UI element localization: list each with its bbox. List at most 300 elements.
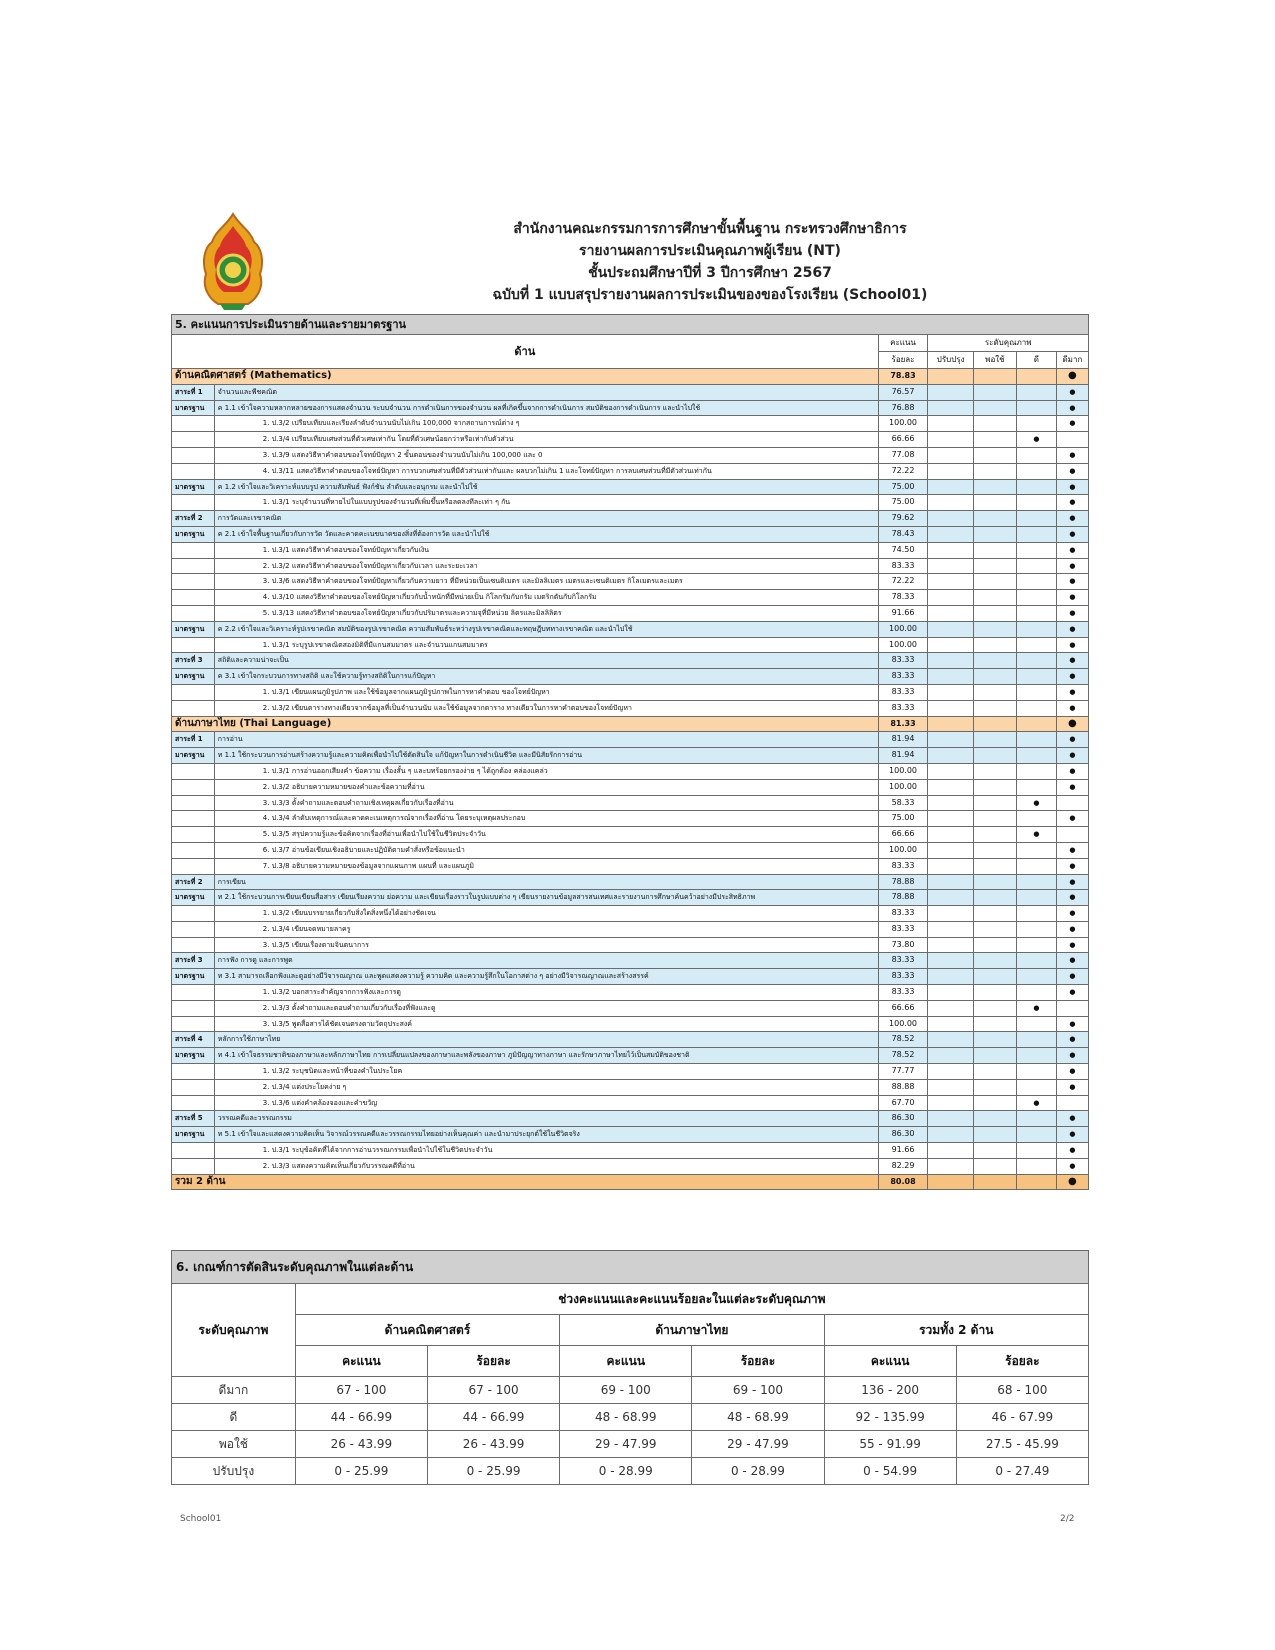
row-score: 73.80	[878, 937, 928, 953]
level-marker-dot: ●	[1056, 574, 1088, 590]
level-marker-dot: ●	[1056, 684, 1088, 700]
level-marker-dot: ●	[1056, 748, 1088, 764]
level-marker-dot: ●	[1056, 495, 1088, 511]
col-aspect-header: ด้าน	[172, 335, 879, 369]
col-quality-level-header: ระดับคุณภาพ	[172, 1284, 296, 1377]
level-cell	[928, 1000, 973, 1016]
row-score: 76.57	[878, 384, 928, 400]
level-marker-dot: ●	[1056, 985, 1088, 1001]
row-score: 78.88	[878, 874, 928, 890]
row-kind	[172, 1143, 215, 1159]
level-cell	[928, 1158, 973, 1174]
level-marker-dot: ●	[1056, 1111, 1088, 1127]
level-cell	[973, 621, 1016, 637]
level-cell	[928, 1143, 973, 1159]
standard-row	[172, 621, 1089, 637]
level-marker-dot: ●	[1056, 1079, 1088, 1095]
standard-row	[172, 890, 1089, 906]
row-name: การเขียน	[214, 874, 878, 890]
row-score: 78.52	[878, 1032, 928, 1048]
row-name: 3. ป.3/9 แสดงวิธีหาคำตอบของโจทย์ปัญหา 2 ขั้นตอนของจำนวนนับไม่เกิน 100,000 และ 0	[214, 447, 878, 463]
row-score: 81.33	[878, 716, 928, 732]
level-marker-dot: ●	[1056, 969, 1088, 985]
row-score: 77.77	[878, 1064, 928, 1080]
level-cell	[928, 1032, 973, 1048]
row-kind	[172, 637, 215, 653]
row-score: 100.00	[878, 416, 928, 432]
domain-row	[172, 716, 1089, 732]
row-name: 3. ป.3/5 เขียนเรื่องตามจินตนาการ	[214, 937, 878, 953]
criteria-range: 44 - 66.99	[427, 1404, 559, 1431]
criteria-range: 26 - 43.99	[427, 1431, 559, 1458]
header-line-2: รายงานผลการประเมินคุณภาพผู้เรียน (NT)	[579, 243, 841, 259]
level-cell	[973, 542, 1016, 558]
level-cell	[973, 969, 1016, 985]
row-name: หลักการใช้ภาษาไทย	[214, 1032, 878, 1048]
level-cell	[928, 748, 973, 764]
indicator-row	[172, 795, 1089, 811]
level-cell	[1016, 526, 1056, 542]
level-cell	[1016, 605, 1056, 621]
indicator-row	[172, 637, 1089, 653]
strand-row	[172, 1032, 1089, 1048]
level-cell	[928, 732, 973, 748]
level-marker-dot: ●	[1056, 716, 1088, 732]
row-score: 81.94	[878, 732, 928, 748]
row-score: 74.50	[878, 542, 928, 558]
level-cell	[973, 1143, 1016, 1159]
row-score: 83.33	[878, 653, 928, 669]
level-marker-dot: ●	[1056, 921, 1088, 937]
subcol-header: คะแนน	[560, 1346, 692, 1377]
standard-row	[172, 1048, 1089, 1064]
level-cell	[1016, 874, 1056, 890]
level-cell	[1016, 748, 1056, 764]
row-score: 76.88	[878, 400, 928, 416]
level-cell	[928, 384, 973, 400]
level-marker-dot: ●	[1056, 953, 1088, 969]
row-score: 66.66	[878, 432, 928, 448]
indicator-row	[172, 1064, 1089, 1080]
row-score: 66.66	[878, 1000, 928, 1016]
row-name: 1. ป.3/1 ระบุรูปเรขาคณิตสองมิติที่มีแกนสมมาตร และจำนวนแกนสมมาตร	[214, 637, 878, 653]
row-name: ค 2.1 เข้าใจพื้นฐานเกี่ยวกับการวัด วัดและคาดคะเนขนาดของสิ่งที่ต้องการวัด และนำไปใช้	[214, 526, 878, 542]
row-score: 100.00	[878, 842, 928, 858]
row-kind: สาระที่ 1	[172, 384, 215, 400]
indicator-row	[172, 1158, 1089, 1174]
level-cell	[928, 637, 973, 653]
level-cell	[928, 1048, 973, 1064]
level-cell	[973, 921, 1016, 937]
level-cell	[928, 416, 973, 432]
row-kind	[172, 684, 215, 700]
level-cell	[1016, 558, 1056, 574]
level-cell	[1016, 621, 1056, 637]
level-marker-dot: ●	[1056, 637, 1088, 653]
row-name: ท 1.1 ใช้กระบวนการอ่านสร้างความรู้และความคิดเพื่อนำไปใช้ตัดสินใจ แก้ปัญหาในการดำเนินชีวิต และมีนิสัยรักการอ่าน	[214, 748, 878, 764]
strand-row	[172, 874, 1089, 890]
criteria-row	[172, 1404, 1089, 1431]
standard-row	[172, 526, 1089, 542]
level-cell	[973, 463, 1016, 479]
row-name: 4. ป.3/10 แสดงวิธีหาคำตอบของโจทย์ปัญหาเกี่ยวกับน้ำหนักที่มีหน่วยเป็น กิโลกรัมกับกรัม เมตริกตันกับกิโลกรัม	[214, 590, 878, 606]
level-cell	[1016, 811, 1056, 827]
level-cell	[973, 432, 1016, 448]
header-line-1: สำนักงานคณะกรรมการการศึกษาขั้นพื้นฐาน กระทรวงศึกษาธิการ	[513, 221, 907, 237]
level-cell	[973, 827, 1016, 843]
level-cell	[973, 842, 1016, 858]
subcol-header: ร้อยละ	[427, 1346, 559, 1377]
row-kind	[172, 858, 215, 874]
row-name: 1. ป.3/1 ระบุจำนวนที่หายไปในแบบรูปของจำนวนที่เพิ่มขึ้นหรือลดลงทีละเท่า ๆ กัน	[214, 495, 878, 511]
indicator-row	[172, 858, 1089, 874]
level-cell	[928, 1079, 973, 1095]
row-kind	[172, 416, 215, 432]
level-cell	[928, 858, 973, 874]
level-cell	[973, 1016, 1016, 1032]
level-cell	[973, 1174, 1016, 1190]
row-name: ด้านคณิตศาสตร์ (Mathematics)	[172, 369, 879, 385]
indicator-row	[172, 463, 1089, 479]
row-score: 83.33	[878, 953, 928, 969]
level-cell	[1016, 416, 1056, 432]
level-cell	[973, 874, 1016, 890]
level-cell	[1056, 1000, 1088, 1016]
row-score: 78.88	[878, 890, 928, 906]
strand-row	[172, 1111, 1089, 1127]
row-name: 6. ป.3/7 อ่านข้อเขียนเชิงอธิบายและปฏิบัติตามคำสั่งหรือข้อแนะนำ	[214, 842, 878, 858]
level-cell	[973, 906, 1016, 922]
level-cell	[973, 811, 1016, 827]
criteria-range: 0 - 27.49	[956, 1458, 1088, 1485]
level-cell	[973, 748, 1016, 764]
group-header-math: ด้านคณิตศาสตร์	[295, 1315, 559, 1346]
level-cell	[928, 495, 973, 511]
indicator-row	[172, 1143, 1089, 1159]
indicator-row	[172, 763, 1089, 779]
level-cell	[928, 605, 973, 621]
row-name: ท 3.1 สามารถเลือกฟังและดูอย่างมีวิจารณญาณ และพูดแสดงความรู้ ความคิด และความรู้สึกในโอกาสต่าง ๆ อย่างมีวิจารณญาณและสร้างสรรค์	[214, 969, 878, 985]
row-score: 75.00	[878, 495, 928, 511]
row-name: 2. ป.3/4 แต่งประโยคง่าย ๆ	[214, 1079, 878, 1095]
level-marker-dot: ●	[1056, 1016, 1088, 1032]
row-kind	[172, 1000, 215, 1016]
level-cell	[973, 653, 1016, 669]
level-cell	[973, 858, 1016, 874]
row-name: ค 1.1 เข้าใจความหลากหลายของการแสดงจำนวน ระบบจำนวน การดำเนินการของจำนวน ผลที่เกิดขึ้นจากการดำเนินการ สมบัติของการดำเนินการ และนำไปใช้	[214, 400, 878, 416]
row-name: สถิติและความน่าจะเป็น	[214, 653, 878, 669]
row-name: 2. ป.3/2 เขียนตารางทางเดียวจากข้อมูลที่เป็นจำนวนนับ และใช้ข้อมูลจากตาราง ทางเดียวในการหาคำตอบของโจทย์ปัญหา	[214, 700, 878, 716]
level-cell	[1016, 985, 1056, 1001]
level-cell	[973, 1048, 1016, 1064]
level-marker-dot: ●	[1016, 1000, 1056, 1016]
criteria-range: 0 - 25.99	[295, 1458, 427, 1485]
level-marker-dot: ●	[1056, 1064, 1088, 1080]
level-cell	[973, 795, 1016, 811]
criteria-range: 0 - 25.99	[427, 1458, 559, 1485]
row-score: 100.00	[878, 1016, 928, 1032]
row-name: ด้านภาษาไทย (Thai Language)	[172, 716, 879, 732]
row-score: 67.70	[878, 1095, 928, 1111]
level-marker-dot: ●	[1056, 1143, 1088, 1159]
col-level-group-header: ระดับคุณภาพ	[928, 335, 1089, 352]
row-score: 83.33	[878, 558, 928, 574]
row-name: 1. ป.3/1 ระบุข้อคิดที่ได้จากการอ่านวรรณกรรมเพื่อนำไปใช้ในชีวิตประจำวัน	[214, 1143, 878, 1159]
level-cell	[928, 985, 973, 1001]
row-score: 82.29	[878, 1158, 928, 1174]
indicator-row	[172, 811, 1089, 827]
row-score: 83.33	[878, 969, 928, 985]
level-cell	[928, 763, 973, 779]
criteria-range: 0 - 28.99	[692, 1458, 824, 1485]
row-name: 1. ป.3/1 แสดงวิธีหาคำตอบของโจทย์ปัญหาเกี่ยวกับเงิน	[214, 542, 878, 558]
level-cell	[1016, 590, 1056, 606]
level-cell	[1016, 574, 1056, 590]
level-cell	[928, 906, 973, 922]
criteria-range: 0 - 28.99	[560, 1458, 692, 1485]
row-score: 91.66	[878, 605, 928, 621]
level-cell	[928, 1016, 973, 1032]
group-header-thai: ด้านภาษาไทย	[560, 1315, 824, 1346]
level-cell	[1016, 1127, 1056, 1143]
standard-row	[172, 969, 1089, 985]
row-score: 72.22	[878, 463, 928, 479]
subcol-header: คะแนน	[824, 1346, 956, 1377]
level-marker-dot: ●	[1056, 384, 1088, 400]
level-cell	[928, 479, 973, 495]
row-kind: มาตรฐาน	[172, 1127, 215, 1143]
level-cell	[973, 495, 1016, 511]
level-cell	[928, 700, 973, 716]
col-level-fair: พอใช้	[973, 352, 1016, 369]
level-cell	[1016, 637, 1056, 653]
level-cell	[928, 842, 973, 858]
level-cell	[928, 795, 973, 811]
row-name: 2. ป.3/4 เขียนจดหมายลาครู	[214, 921, 878, 937]
row-name: 2. ป.3/4 เปรียบเทียบเศษส่วนที่ตัวเศษเท่ากัน โดยที่ตัวเศษน้อยกว่าหรือเท่ากับตัวส่วน	[214, 432, 878, 448]
row-kind: สาระที่ 2	[172, 874, 215, 890]
level-cell	[1016, 400, 1056, 416]
indicator-row	[172, 1000, 1089, 1016]
row-kind	[172, 906, 215, 922]
criteria-range: 92 - 135.99	[824, 1404, 956, 1431]
subcol-header: ร้อยละ	[956, 1346, 1088, 1377]
row-score: 100.00	[878, 763, 928, 779]
row-name: 1. ป.3/2 เปรียบเทียบและเรียงลำดับจำนวนนับไม่เกิน 100,000 จากสถานการณ์ต่าง ๆ	[214, 416, 878, 432]
indicator-row	[172, 1079, 1089, 1095]
level-cell	[973, 953, 1016, 969]
level-cell	[1016, 653, 1056, 669]
criteria-range: 69 - 100	[692, 1377, 824, 1404]
row-score: 78.33	[878, 590, 928, 606]
level-cell	[928, 827, 973, 843]
level-marker-dot: ●	[1056, 1174, 1088, 1190]
level-cell	[973, 558, 1016, 574]
level-cell	[973, 1158, 1016, 1174]
level-marker-dot: ●	[1056, 400, 1088, 416]
row-kind	[172, 574, 215, 590]
level-cell	[928, 921, 973, 937]
criteria-range: 68 - 100	[956, 1377, 1088, 1404]
level-cell	[973, 763, 1016, 779]
criteria-level: ดี	[172, 1404, 296, 1431]
row-kind	[172, 937, 215, 953]
row-name: 5. ป.3/5 สรุปความรู้และข้อคิดจากเรื่องที่อ่านเพื่อนำไปใช้ในชีวิตประจำวัน	[214, 827, 878, 843]
level-cell	[1016, 511, 1056, 527]
level-cell	[928, 369, 973, 385]
header-line-4: ฉบับที่ 1 แบบสรุปรายงานผลการประเมินของของโรงเรียน (School01)	[492, 287, 928, 303]
level-cell	[973, 1079, 1016, 1095]
level-cell	[1016, 542, 1056, 558]
level-cell	[1016, 763, 1056, 779]
level-cell	[928, 653, 973, 669]
row-kind	[172, 842, 215, 858]
row-kind: มาตรฐาน	[172, 400, 215, 416]
level-cell	[1016, 495, 1056, 511]
level-cell	[928, 511, 973, 527]
level-cell	[1016, 1174, 1056, 1190]
criteria-range: 0 - 54.99	[824, 1458, 956, 1485]
obec-emblem-logo	[198, 212, 268, 312]
footer-school-code: School01	[180, 1514, 222, 1524]
strand-row	[172, 953, 1089, 969]
level-cell	[928, 716, 973, 732]
level-cell	[973, 447, 1016, 463]
level-cell	[973, 890, 1016, 906]
row-score: 83.33	[878, 985, 928, 1001]
criteria-range: 26 - 43.99	[295, 1431, 427, 1458]
criteria-row	[172, 1377, 1089, 1404]
row-score: 86.30	[878, 1111, 928, 1127]
level-cell	[1056, 795, 1088, 811]
row-score: 91.66	[878, 1143, 928, 1159]
level-cell	[1016, 906, 1056, 922]
level-cell	[1056, 1095, 1088, 1111]
level-marker-dot: ●	[1016, 432, 1056, 448]
row-name: การฟัง การดู และการพูด	[214, 953, 878, 969]
criteria-row	[172, 1458, 1089, 1485]
level-cell	[973, 1032, 1016, 1048]
criteria-range: 67 - 100	[295, 1377, 427, 1404]
row-kind: มาตรฐาน	[172, 748, 215, 764]
row-kind	[172, 542, 215, 558]
level-marker-dot: ●	[1056, 479, 1088, 495]
row-kind	[172, 463, 215, 479]
row-kind	[172, 605, 215, 621]
standard-row	[172, 1127, 1089, 1143]
level-cell	[928, 574, 973, 590]
level-cell	[1016, 384, 1056, 400]
criteria-level: พอใช้	[172, 1431, 296, 1458]
row-name: 7. ป.3/8 อธิบายความหมายของข้อมูลจากแผนภาพ แผนที่ และแผนภูมิ	[214, 858, 878, 874]
strand-row	[172, 653, 1089, 669]
indicator-row	[172, 542, 1089, 558]
row-name: 5. ป.3/13 แสดงวิธีหาคำตอบของโจทย์ปัญหาเกี่ยวกับปริมาตรและความจุที่มีหน่วย ลิตรและมิลลิลิตร	[214, 605, 878, 621]
level-cell	[1016, 779, 1056, 795]
row-kind: สาระที่ 2	[172, 511, 215, 527]
row-name: 3. ป.3/3 ตั้งคำถามและตอบคำถามเชิงเหตุผลเกี่ยวกับเรื่องที่อ่าน	[214, 795, 878, 811]
level-cell	[1016, 369, 1056, 385]
level-cell	[1016, 700, 1056, 716]
row-score: 86.30	[878, 1127, 928, 1143]
section6-title: 6. เกณฑ์การตัดสินระดับคุณภาพในแต่ละด้าน	[172, 1251, 1089, 1284]
level-cell	[973, 732, 1016, 748]
level-marker-dot: ●	[1056, 590, 1088, 606]
level-marker-dot: ●	[1056, 463, 1088, 479]
level-marker-dot: ●	[1016, 1095, 1056, 1111]
indicator-row	[172, 558, 1089, 574]
standard-row	[172, 748, 1089, 764]
col-level-improve: ปรับปรุง	[928, 352, 973, 369]
row-kind	[172, 590, 215, 606]
level-cell	[928, 1127, 973, 1143]
indicator-row	[172, 1016, 1089, 1032]
row-kind	[172, 811, 215, 827]
row-kind	[172, 1158, 215, 1174]
row-kind	[172, 495, 215, 511]
level-cell	[1016, 921, 1056, 937]
strand-row	[172, 384, 1089, 400]
level-marker-dot: ●	[1056, 1158, 1088, 1174]
level-cell	[973, 1064, 1016, 1080]
row-kind	[172, 921, 215, 937]
indicator-row	[172, 779, 1089, 795]
footer-page-number: 2/2	[1060, 1514, 1075, 1524]
level-cell	[1016, 969, 1056, 985]
row-name: 1. ป.3/1 เขียนแผนภูมิรูปภาพ และใช้ข้อมูลจากแผนภูมิรูปภาพในการหาคำตอบ ของโจทย์ปัญหา	[214, 684, 878, 700]
level-cell	[973, 1000, 1016, 1016]
level-cell	[1016, 1048, 1056, 1064]
level-cell	[973, 716, 1016, 732]
row-kind: มาตรฐาน	[172, 969, 215, 985]
row-kind	[172, 763, 215, 779]
level-cell	[973, 400, 1016, 416]
score-range-group-header: ช่วงคะแนนและคะแนนร้อยละในแต่ละระดับคุณภาพ	[295, 1284, 1088, 1315]
level-cell	[928, 669, 973, 685]
row-score: 79.62	[878, 511, 928, 527]
level-cell	[973, 416, 1016, 432]
indicator-row	[172, 985, 1089, 1001]
criteria-range: 136 - 200	[824, 1377, 956, 1404]
level-cell	[928, 621, 973, 637]
row-kind: สาระที่ 3	[172, 953, 215, 969]
level-marker-dot: ●	[1056, 669, 1088, 685]
row-name: จำนวนและพีชคณิต	[214, 384, 878, 400]
level-cell	[1056, 827, 1088, 843]
indicator-row	[172, 1095, 1089, 1111]
level-cell	[973, 937, 1016, 953]
criteria-range: 48 - 68.99	[692, 1404, 824, 1431]
level-cell	[1016, 953, 1056, 969]
row-name: 2. ป.3/3 แสดงความคิดเห็นเกี่ยวกับวรรณคดีที่อ่าน	[214, 1158, 878, 1174]
row-score: 83.33	[878, 858, 928, 874]
criteria-range: 44 - 66.99	[295, 1404, 427, 1431]
level-cell	[1016, 937, 1056, 953]
row-kind	[172, 827, 215, 843]
row-kind	[172, 447, 215, 463]
row-name: ท 2.1 ใช้กระบวนการเขียนเขียนสื่อสาร เขียนเรียงความ ย่อความ และเขียนเรื่องราวในรูปแบบต่าง ๆ เขียนรายงานข้อมูลสารสนเทศและรายงานการศึกษาค้นคว้าอย่างมีประสิทธิภาพ	[214, 890, 878, 906]
level-cell	[1016, 716, 1056, 732]
level-cell	[1016, 479, 1056, 495]
criteria-level: ปรับปรุง	[172, 1458, 296, 1485]
level-cell	[973, 1127, 1016, 1143]
level-marker-dot: ●	[1016, 795, 1056, 811]
row-score: 83.33	[878, 669, 928, 685]
row-score: 81.94	[878, 748, 928, 764]
indicator-row	[172, 906, 1089, 922]
level-cell	[928, 400, 973, 416]
quality-criteria-table	[171, 1250, 1089, 1485]
